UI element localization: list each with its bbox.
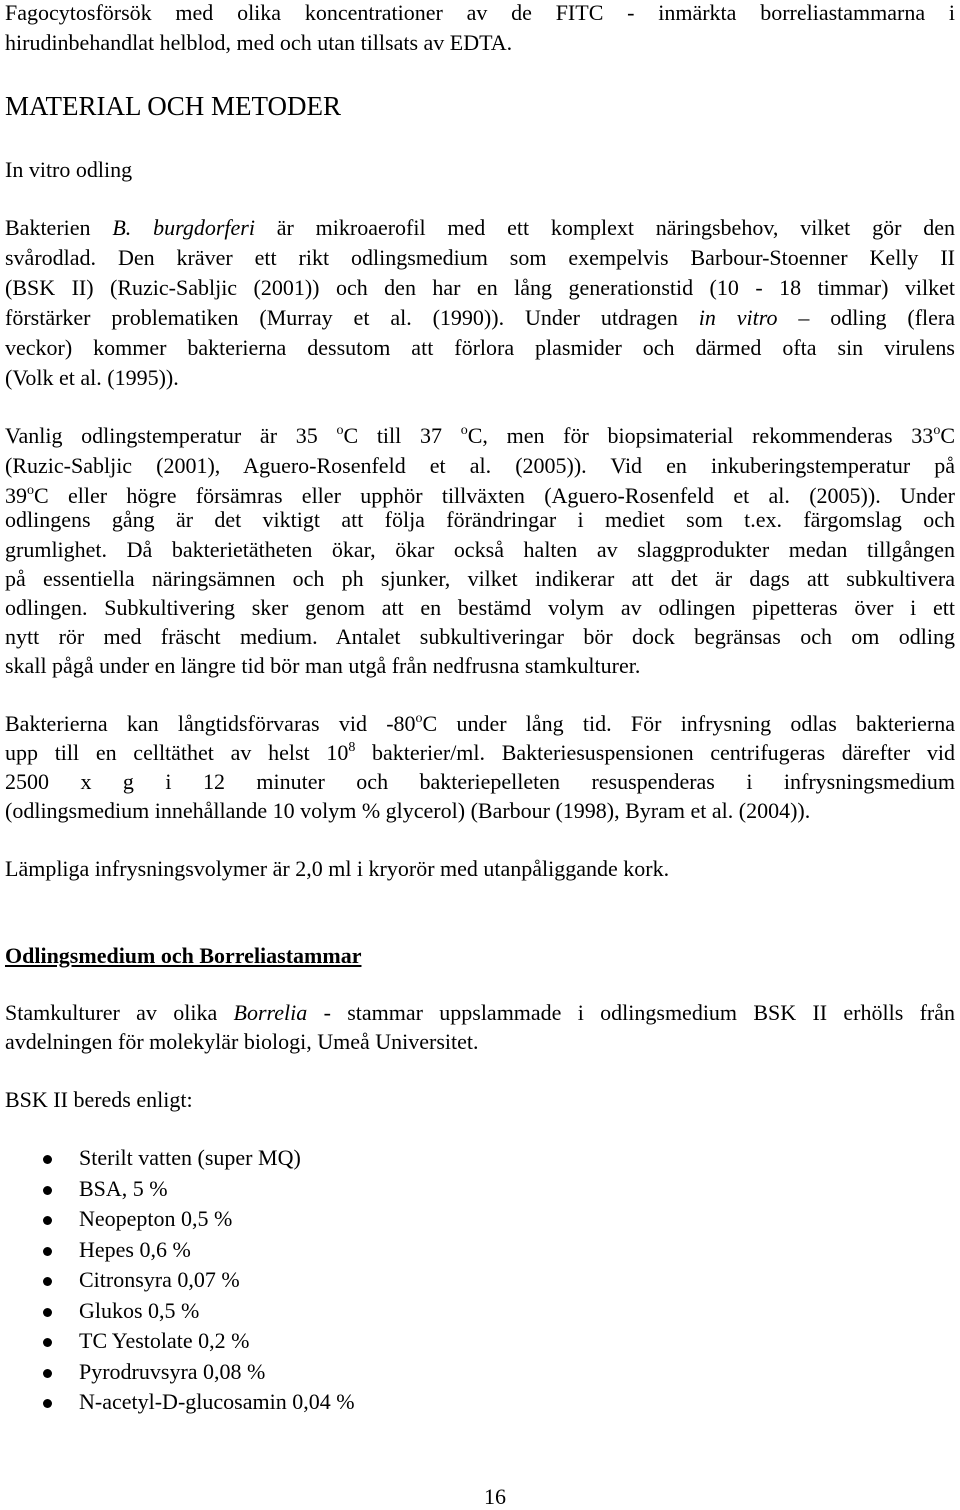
para1-line-2: svårodlad. Den kräver ett rikt odlingsmedium som exempelvis Barbour-Stoenner Kelly II [5, 245, 955, 270]
list-item [5, 1235, 955, 1266]
list-item-text: Sterilt vatten (super MQ) [79, 1145, 301, 1170]
exponent-sup: 8 [348, 740, 356, 755]
para1-line-5: veckor) kommer bakterierna dessutom att förlora plasmider och därmed ofta sin virulens [5, 335, 955, 360]
para1-line-4-b: – odling (flera [777, 305, 955, 330]
list-item-text: Hepes 0,6 % [79, 1236, 191, 1262]
para2-line-8: nytt rör med fräscht medium. Antalet subkultiveringar bör dock begränsas och om odling [5, 624, 955, 649]
degree-sup: o [933, 423, 941, 438]
degree-sup: o [415, 711, 423, 726]
bullet-icon [43, 1399, 52, 1408]
para3-line-1-a: Bakterierna kan långtidsförvaras vid -80 [5, 711, 416, 736]
degree-sup: o [460, 423, 468, 438]
bullet-icon [43, 1308, 52, 1317]
list-item [5, 1143, 955, 1174]
list-item-text: Pyrodruvsyra 0,08 % [79, 1358, 266, 1384]
list-item-text: TC Yestolate 0,2 % [79, 1328, 250, 1353]
para3-line-4: (odlingsmedium innehållande 10 volym % glycerol) (Barbour (1998), Byram et al. (2004)). [5, 798, 811, 823]
para2-line-4: odlingens gång är det viktigt att följa förändringar i mediet som t.ex. färgomslag och [5, 507, 955, 532]
para1-line-6: (Volk et al. (1995)). [5, 365, 179, 390]
bullet-icon [43, 1277, 52, 1286]
para2-line-3-b: C eller högre försämras eller upphör tillväxten (Aguero-Rosenfeld et al. (2005)). Under [34, 483, 955, 508]
intro-line-1: Fagocytosförsök med olika koncentrationer av de FITC - inmärkta borreliastammarna i [5, 0, 955, 25]
para2-line-1-a: Vanlig odlingstemperatur är 35 [5, 423, 337, 448]
list-item-text: Neopepton 0,5 % [79, 1206, 233, 1231]
para3-line-2 [5, 740, 955, 766]
para2-line-5: grumlighet. Då bakterietätheten ökar, ökar också halten av slaggprodukter medan tillgången [5, 537, 955, 562]
para2-line-7: odlingen. Subkultivering sker genom att en bestämd volym av odlingen pipetteras över i ett [5, 595, 955, 620]
degree-sup: o [336, 423, 344, 438]
bullet-icon [43, 1369, 52, 1378]
page-number: 16 [484, 1484, 506, 1509]
list-item-text: Citronsyra 0,07 % [79, 1267, 240, 1292]
bullet-icon [43, 1186, 52, 1195]
list-item [5, 1174, 955, 1205]
list-item [5, 1357, 955, 1388]
para1-line-4-a: förstärker problematiken (Murray et al. (1990)). Under utdragen [5, 305, 699, 330]
genus-name: Borrelia [233, 1000, 308, 1025]
para5-line-1 [5, 1000, 955, 1026]
list-item [5, 1204, 955, 1235]
section-heading-odlingsmedium: Odlingsmedium och Borreliastammar [5, 943, 362, 968]
list-item [5, 1265, 955, 1296]
bullet-icon [43, 1338, 52, 1347]
para1-line-3: (BSK II) (Ruzic-Sabljic (2001)) och den har en lång generationstid (10 - 18 timmar) vilket [5, 275, 955, 300]
bullet-icon [43, 1247, 52, 1256]
subsection-title: In vitro odling [5, 157, 133, 182]
para2-line-6: på essentiella näringsämnen och ph sjunker, vilket indikerar att det är dags att subkultivera [5, 566, 955, 591]
para1-line-1-b: är mikroaerofil med ett komplext näringsbehov, vilket gör den [254, 215, 955, 240]
para3-line-2-b: bakterier/ml. Bakteriesuspensionen centrifugeras därefter vid [355, 740, 955, 765]
bullet-icon [43, 1216, 52, 1225]
para5-line-2: avdelningen för molekylär biologi, Umeå Universitet. [5, 1029, 479, 1054]
para2-line-1-c: C, men för biopsimaterial rekommenderas 33 [467, 423, 934, 448]
para1-line-1-a: Bakterien [5, 215, 113, 240]
para1-line-1 [5, 215, 955, 241]
para3-line-3: 2500 x g i 12 minuter och bakteriepelleten resuspenderas i infrysningsmedium [5, 769, 955, 794]
list-item-text: N-acetyl-D-glucosamin 0,04 % [79, 1389, 355, 1414]
para5-line-1-b: - stammar uppslammade i odlingsmedium BSK II erhölls från [307, 1000, 955, 1025]
species-name: B. burgdorferi [112, 215, 255, 240]
para4: Lämpliga infrysningsvolymer är 2,0 ml i kryorör med utanpåliggande kork. [5, 856, 670, 881]
para2-line-3 [5, 483, 955, 509]
para2-line-1-d: C [940, 423, 955, 448]
para2-line-2: (Ruzic-Sabljic (2001), Aguero-Rosenfeld et al. (2005)). Vid en inkuberingstemperatur på [5, 453, 955, 478]
list-item [5, 1296, 955, 1327]
para3-line-1-b: C under lång tid. För infrysning odlas bakterierna [422, 711, 955, 736]
in-vitro-term: in vitro [698, 305, 778, 330]
ingredient-list [5, 1143, 955, 1418]
para2-line-9: skall pågå under en längre tid bör man utgå från nedfrusna stamkulturer. [5, 653, 641, 678]
intro-line-2: hirudinbehandlat helblod, med och utan tillsats av EDTA. [5, 30, 513, 55]
para1-line-4 [5, 305, 955, 331]
para5-line-1-a: Stamkulturer av olika [5, 1000, 234, 1025]
bullet-icon [43, 1155, 52, 1164]
degree-sup: o [27, 483, 34, 498]
section-title: MATERIAL OCH METODER [5, 91, 341, 121]
list-item-text: Glukos 0,5 % [79, 1297, 200, 1323]
list-item-text: BSA, 5 % [79, 1175, 168, 1201]
para3-line-2-a: upp till en celltäthet av helst 10 [5, 740, 349, 765]
list-item [5, 1326, 955, 1357]
para2-line-1-b: C till 37 [343, 423, 461, 448]
list-item [5, 1387, 955, 1418]
para2-line-3-a: 39 [5, 483, 27, 508]
para3-line-1 [5, 711, 955, 737]
para6: BSK II bereds enligt: [5, 1087, 193, 1112]
para2-line-1 [5, 423, 955, 449]
